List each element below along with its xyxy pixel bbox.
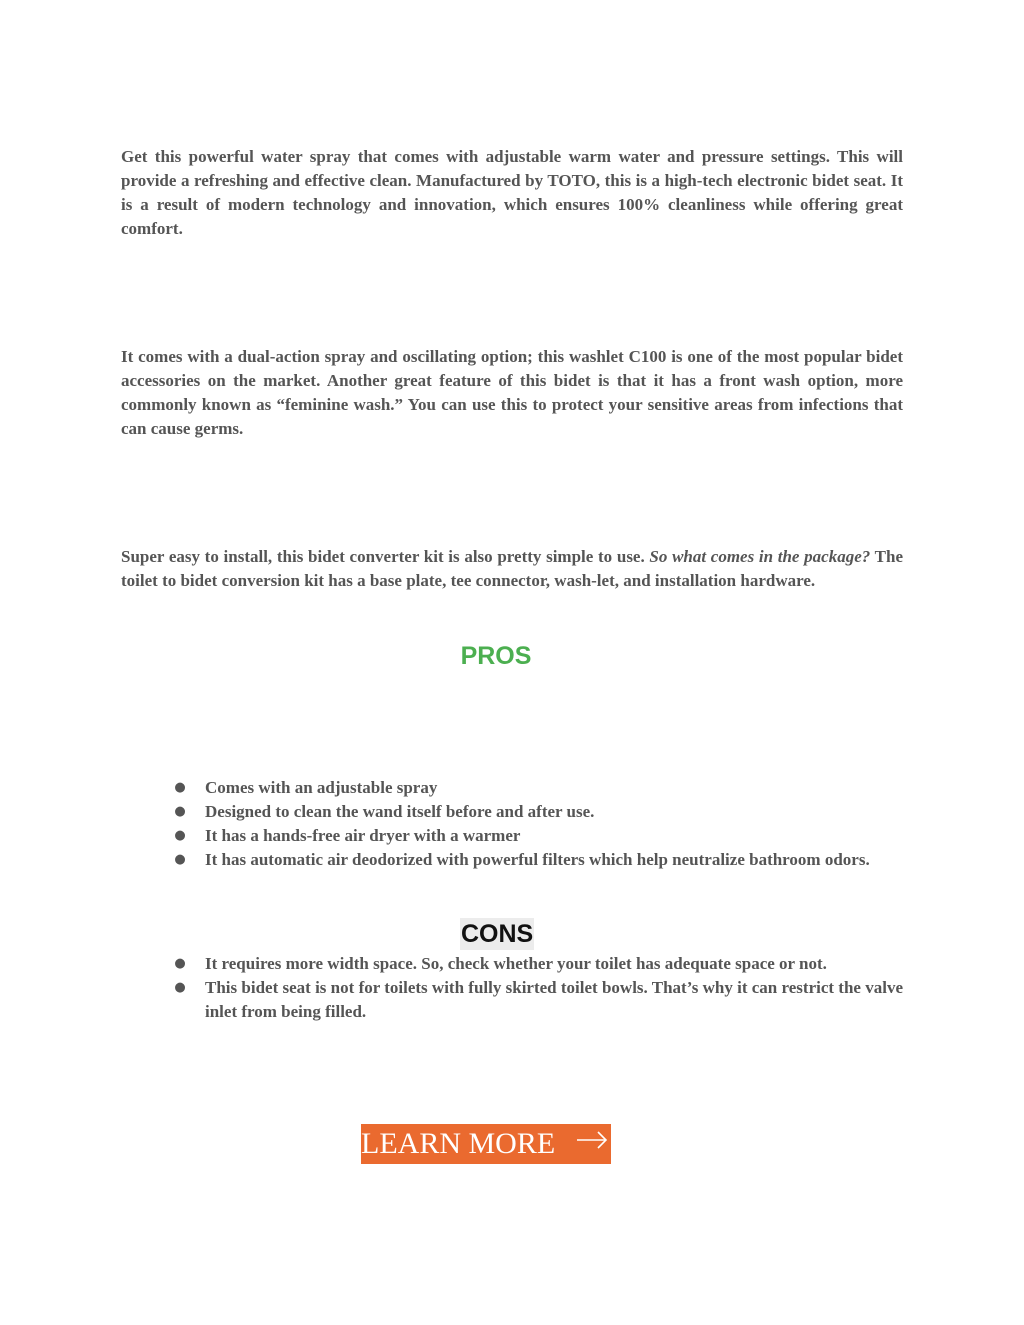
pros-item: [172, 776, 903, 800]
installation-paragraph: [121, 545, 903, 593]
pros-item-text: Designed to clean the wand itself before and after use.: [205, 802, 595, 821]
pros-item-text: Comes with an adjustable spray: [205, 778, 438, 797]
learn-more-label: LEARN MORE: [361, 1127, 556, 1160]
pros-item: [172, 800, 903, 824]
installation-text-start: Super easy to install, this bidet converter kit is also pretty simple to use.: [121, 547, 650, 566]
arrow-right-icon: [575, 1124, 609, 1156]
learn-more-button[interactable]: [361, 1124, 611, 1164]
bullet-icon: ●: [174, 780, 186, 795]
bullet-icon: ●: [174, 828, 186, 843]
pros-list: [172, 776, 903, 872]
pros-item-text: It has automatic air deodorized with powerful filters which help neutralize bathroom odors.: [205, 850, 870, 869]
installation-question: So what comes in the package?: [649, 547, 871, 566]
bullet-icon: ●: [174, 956, 186, 971]
bullet-icon: ●: [174, 804, 186, 819]
installation-text-end: The toilet to bidet conversion kit has a base plate, tee connector, wash-let, and installation hardware.: [121, 547, 903, 590]
intro-paragraph: Get this powerful water spray that comes with adjustable warm water and pressure settings. This will provide a refreshing and effective clean. Manufactured by TOTO, this is a high-tech electronic bidet seat. It is a result of modern technology and innovation, which ensures 100% cleanliness while offering great comfort.: [121, 147, 903, 238]
bullet-icon: ●: [174, 852, 186, 867]
cons-heading: CONS: [461, 920, 534, 948]
cons-item: [172, 952, 903, 976]
cons-item-text: It requires more width space. So, check whether your toilet has adequate space or not.: [205, 954, 827, 973]
features-paragraph: It comes with a dual-action spray and oscillating option; this washlet C100 is one of the most popular bidet accessories on the market. Another great feature of this bidet is that it has a front wash option, more commonly known as “feminine wash.” You can use this to protect your sensitive areas from infections that can cause germs.: [121, 347, 903, 438]
pros-item-text: It has a hands-free air dryer with a warmer: [205, 826, 521, 845]
cons-list: [172, 952, 903, 1024]
cons-item-text: This bidet seat is not for toilets with fully skirted toilet bowls. That’s why it can restrict the valve inlet from being filled.: [205, 978, 903, 1021]
pros-item: [172, 824, 903, 848]
cons-item: [172, 976, 903, 1024]
pros-item: [172, 848, 903, 872]
bullet-icon: ●: [174, 980, 186, 995]
pros-heading: PROS: [460, 642, 532, 670]
